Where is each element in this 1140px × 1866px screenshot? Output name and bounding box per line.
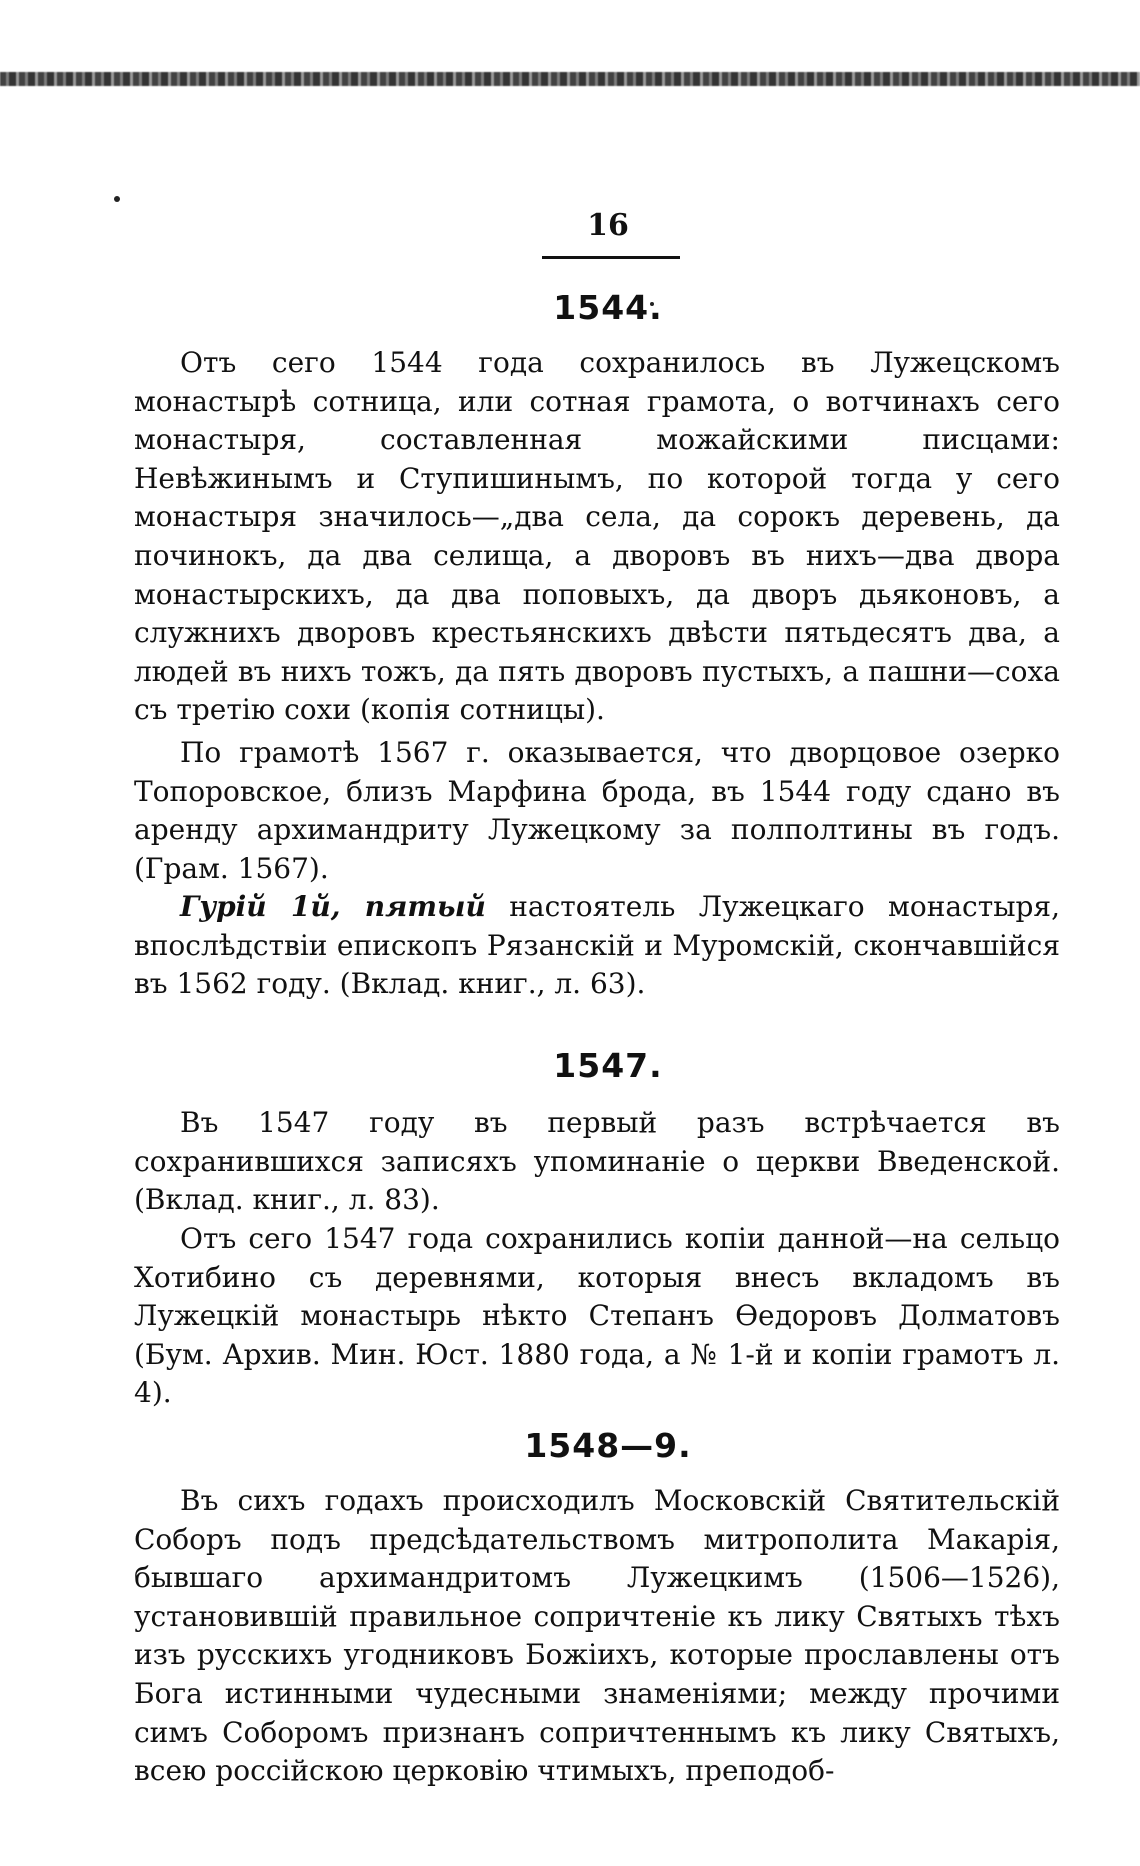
page-number-underline — [542, 256, 680, 259]
page-top-border — [0, 72, 1140, 86]
section-year-heading: 1544. — [553, 288, 663, 327]
paragraph — [134, 1104, 1060, 1220]
paragraph — [134, 888, 1060, 1004]
paragraph-text: настоятель Лужецкаго монастыря, впослѣдствіи епископъ Рязанскій и Муромскій, скончавшійся въ 1562 году. (Вклад. книг., л. 63). — [134, 890, 1060, 1001]
paragraph-text: Въ сихъ годахъ происходилъ Московскій Святительскій Соборъ подъ предсѣдательствомъ митрополита Макарія, бывшаго архимандритомъ Лужецкимъ (1506—1526), установившій правильное сопричтеніе къ лику Святыхъ тѣхъ изъ русскихъ угодниковъ Божіихъ, которые прославлены отъ Бога истинными чудесными знаменіями; между прочими симъ Соборомъ признанъ сопричтеннымъ къ лику Святыхъ, всею россійскою церковію чтимыхъ, преподоб- — [134, 1484, 1060, 1788]
section-year-heading: 1548—9. — [524, 1426, 692, 1465]
section-year-heading: 1547. — [553, 1046, 663, 1085]
paragraph-text: Отъ сего 1544 года сохранилось въ Лужецскомъ монастырѣ сотница, или сотная грамота, о вотчинахъ сего монастыря, составленная можайскими писцами: Невѣжинымъ и Ступишинымъ, по которой тогда у сего монастыря значилось—„два села, да сорокъ деревень, да починокъ, да два селища, а дворовъ въ нихъ—два двора монастырскихъ, да два поповыхъ, да дворъ дьяконовъ, а служнихъ дворовъ крестьянскихъ двѣсти пятьдесятъ два, а людей въ нихъ тожъ, да пять дворовъ пустыхъ, а пашни—соха съ третію сохи (копія сотницы). — [134, 346, 1060, 727]
paragraph — [134, 344, 1060, 730]
italic-lead: Гурій 1й, пятый — [180, 890, 486, 923]
paragraph-text: Въ 1547 году въ первый разъ встрѣчается въ сохранившихся записяхъ упоминаніе о церкви Введенской. (Вклад. книг., л. 83). — [134, 1106, 1060, 1217]
paragraph — [134, 734, 1060, 888]
ink-speck — [114, 196, 120, 202]
paragraph-text: Отъ сего 1547 года сохранились копіи данной—на сельцо Хотибино съ деревнями, которыя внесъ вкладомъ въ Лужецкій монастырь нѣкто Степанъ Ѳедоровъ Долматовъ (Бум. Архив. Мин. Юст. 1880 года, а № 1-й и копіи грамотъ л. 4). — [134, 1222, 1060, 1410]
paragraph-text: По грамотѣ 1567 г. оказывается, что дворцовое озерко Топоровское, близъ Марфина брода, въ 1544 году сдано въ аренду архимандриту Лужецкому за полполтины въ годъ. (Грам. 1567). — [134, 736, 1060, 885]
paragraph — [134, 1482, 1060, 1791]
page-number: 16 — [587, 208, 629, 243]
paragraph — [134, 1220, 1060, 1413]
